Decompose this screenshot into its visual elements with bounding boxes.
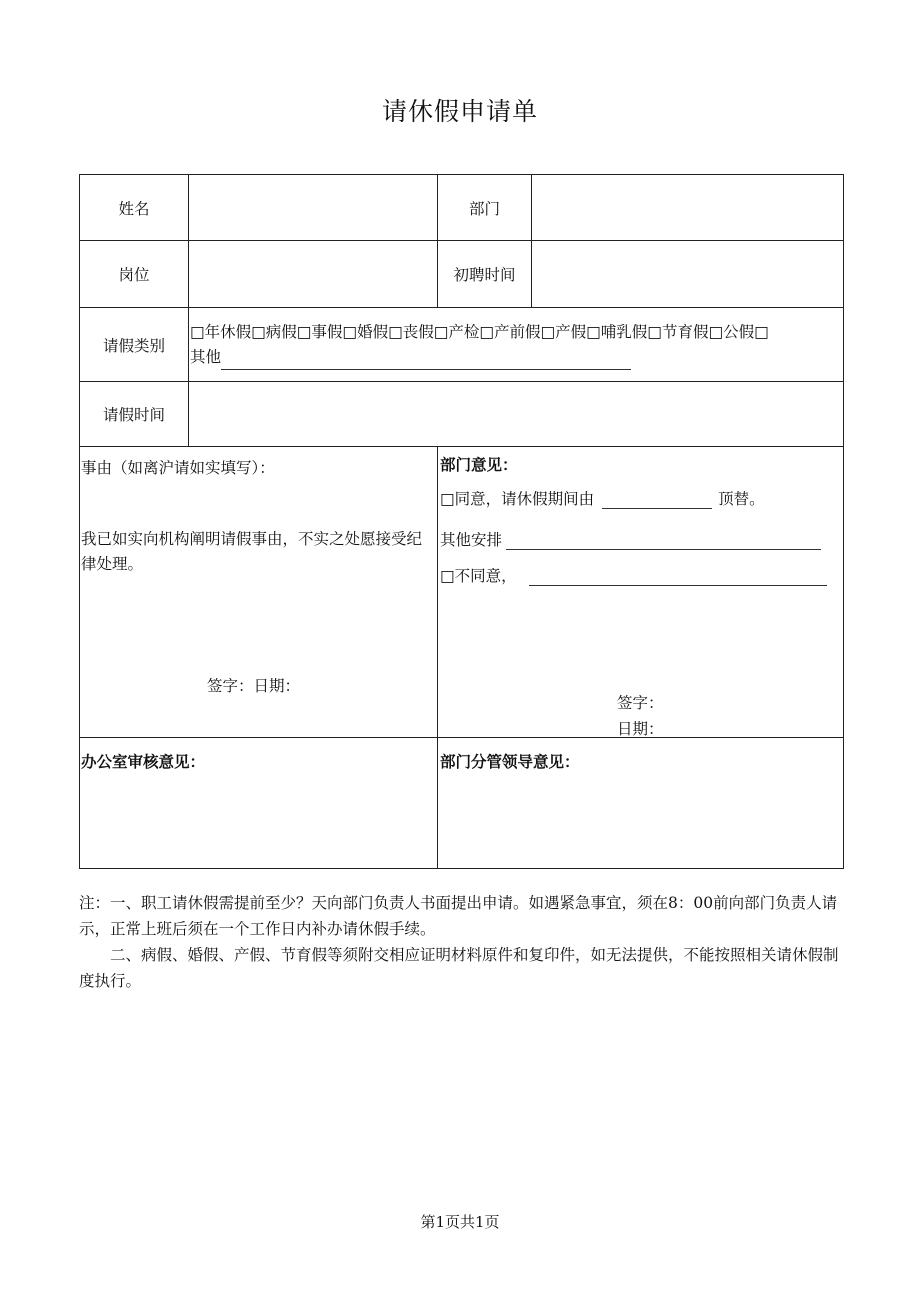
leader-opinion-label: 部门分管领导意见： (440, 752, 580, 771)
page-footer: 第1页共1页 (420, 1213, 500, 1231)
agree-option[interactable] (440, 487, 765, 509)
note-1: 注：一、职工请休假需提前至少？天向部门负责人书面提出申请。如遇紧急事宜，须在8：00前向部门负责人请示，正常上班后须在一个工作日内补办请休假手续。 (79, 894, 838, 938)
dept-date-label: 日期： (617, 720, 664, 738)
other-arrangement-label: 其他安排 (440, 531, 503, 549)
dept-opinion-label: 部门意见： (440, 455, 518, 474)
page-title: 请休假申请单 (381, 97, 538, 126)
position-label: 岗位 (118, 266, 150, 284)
disagree-line[interactable] (529, 571, 827, 586)
substitute-line[interactable] (602, 494, 712, 509)
declaration-text: 我已如实向机构阐明请假事由，不实之处愿接受纪律处理。 (81, 530, 423, 573)
name-label: 姓名 (118, 199, 150, 218)
dept-sign-label: 签字： (617, 694, 664, 712)
name-field[interactable] (189, 175, 437, 240)
leave-time-label: 请假时间 (102, 406, 165, 424)
leave-type-options[interactable] (190, 320, 842, 370)
other-arrangement-line[interactable] (506, 535, 821, 550)
leave-time-field[interactable] (189, 382, 843, 446)
leave-type-label: 请假类别 (102, 336, 165, 355)
department-field[interactable] (532, 175, 843, 240)
hire-date-label: 初聘时间 (453, 266, 516, 284)
note-2: 二、病假、婚假、产假、节育假等须附交相应证明材料原件和复印件，如无法提供，不能按照相关请休假制度执行。 (79, 946, 839, 990)
position-field[interactable] (189, 241, 437, 307)
hire-date-field[interactable] (532, 241, 843, 307)
applicant-sign-date: 签字：日期： (207, 677, 301, 695)
leave-type-other-line[interactable] (221, 355, 631, 370)
notes (79, 890, 849, 994)
other-arrangement[interactable] (440, 528, 821, 550)
disagree-text: □不同意， (440, 567, 517, 585)
department-label: 部门 (468, 199, 500, 218)
disagree-option[interactable] (440, 564, 827, 586)
leave-type-checkboxes[interactable]: □年休假□病假□事假□婚假□丧假□产检□产前假□产假□哺乳假□节育假□公假□ (190, 323, 769, 341)
reason-label: 事由（如离沪请如实填写）： (81, 459, 275, 477)
substitute-suffix: 顶替。 (718, 490, 765, 508)
office-review-label: 办公室审核意见： (81, 752, 206, 771)
agree-text: □同意，请休假期间由 (440, 490, 595, 508)
leave-type-other-label: 其他 (190, 348, 222, 366)
leave-application-form (79, 174, 844, 869)
